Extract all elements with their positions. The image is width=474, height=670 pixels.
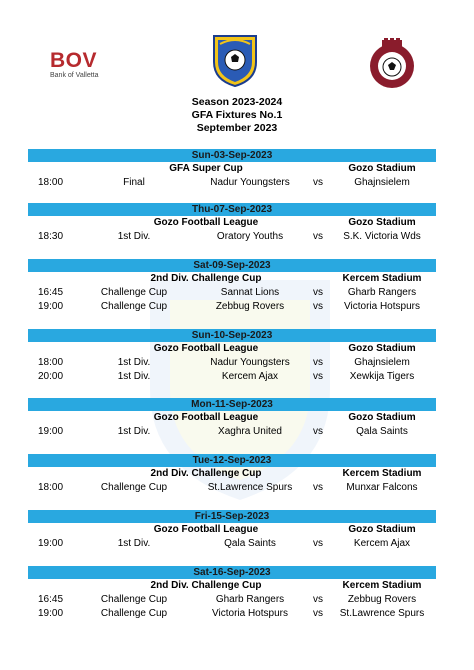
fixture-day-block: [28, 259, 436, 314]
match-round: 1st Div.: [117, 357, 151, 368]
date-bar: Mon-11-Sep-2023: [28, 398, 436, 411]
venue-name: Gozo Stadium: [348, 524, 416, 535]
date-bar: Fri-15-Sep-2023: [28, 510, 436, 523]
fixture-day-block: [28, 566, 436, 621]
home-team: St.Lawrence Spurs: [207, 482, 293, 493]
fixture-day-block: [28, 454, 436, 495]
home-team: Xaghra United: [218, 426, 282, 437]
match-round: Challenge Cup: [100, 301, 168, 312]
venue-name: Kercem Stadium: [342, 273, 422, 284]
match-row: [28, 481, 436, 495]
home-team: Kercem Ajax: [221, 371, 279, 382]
kickoff-time: 16:45: [38, 287, 64, 298]
competition-row: [28, 523, 436, 537]
match-round: 1st Div.: [117, 538, 151, 549]
kickoff-time: 19:00: [38, 608, 64, 619]
kickoff-time: 19:00: [38, 538, 64, 549]
match-row: [28, 300, 436, 314]
versus-label: vs: [313, 301, 323, 312]
fixture-day-block: [28, 203, 436, 244]
season-title: Season 2023-2024: [191, 96, 283, 108]
away-team: Qala Saints: [356, 426, 408, 437]
match-round: Challenge Cup: [100, 287, 168, 298]
versus-label: vs: [313, 371, 323, 382]
away-team: St.Lawrence Spurs: [339, 608, 425, 619]
match-round: 1st Div.: [117, 231, 151, 242]
competition-name: GFA Super Cup: [169, 163, 243, 174]
match-row: [28, 537, 436, 551]
away-team: Kercem Ajax: [353, 538, 411, 549]
versus-label: vs: [313, 177, 323, 188]
versus-label: vs: [313, 594, 323, 605]
away-team: Xewkija Tigers: [349, 371, 415, 382]
competition-row: [28, 342, 436, 356]
versus-label: vs: [313, 482, 323, 493]
versus-label: vs: [313, 426, 323, 437]
venue-name: Gozo Stadium: [348, 343, 416, 354]
date-bar: Sun-03-Sep-2023: [28, 149, 436, 162]
away-team: Victoria Hotspurs: [344, 301, 420, 312]
competition-name: Gozo Football League: [153, 412, 259, 423]
match-row: [28, 593, 436, 607]
home-team: Zebbug Rovers: [215, 301, 285, 312]
versus-label: vs: [313, 608, 323, 619]
competition-name: Gozo Football League: [153, 343, 259, 354]
date-bar: Sat-16-Sep-2023: [28, 566, 436, 579]
fixture-titles: [0, 96, 474, 135]
versus-label: vs: [313, 287, 323, 298]
fixtures-title: GFA Fixtures No.1: [191, 109, 283, 121]
gfa-crest-logo: [210, 32, 260, 88]
home-team: Nadur Youngsters: [210, 177, 290, 188]
venue-name: Kercem Stadium: [342, 580, 422, 591]
kickoff-time: 20:00: [38, 371, 64, 382]
away-team: Gharb Rangers: [347, 287, 417, 298]
match-round: Challenge Cup: [100, 608, 168, 619]
away-team: S.K. Victoria Wds: [343, 231, 421, 242]
fixture-day-block: [28, 149, 436, 190]
match-round: Final: [123, 177, 145, 188]
competition-name: 2nd Div. Challenge Cup: [150, 468, 262, 479]
competition-row: [28, 579, 436, 593]
away-team: Munxar Falcons: [346, 482, 418, 493]
home-team: Sannat Lions: [220, 287, 280, 298]
match-row: [28, 230, 436, 244]
match-round: Challenge Cup: [100, 594, 168, 605]
kickoff-time: 18:00: [38, 177, 64, 188]
sponsor-logos: [0, 30, 474, 90]
kickoff-time: 19:00: [38, 301, 64, 312]
kickoff-time: 18:00: [38, 482, 64, 493]
home-team: Oratory Youths: [216, 231, 284, 242]
venue-name: Kercem Stadium: [342, 468, 422, 479]
match-row: [28, 425, 436, 439]
match-round: 1st Div.: [117, 371, 151, 382]
gfl-crest-logo: [367, 36, 417, 92]
month-title: September 2023: [196, 122, 278, 134]
date-bar: Tue-12-Sep-2023: [28, 454, 436, 467]
competition-name: Gozo Football League: [153, 524, 259, 535]
kickoff-time: 18:30: [38, 231, 64, 242]
venue-name: Gozo Stadium: [348, 412, 416, 423]
kickoff-time: 16:45: [38, 594, 64, 605]
competition-name: 2nd Div. Challenge Cup: [150, 273, 262, 284]
match-round: 1st Div.: [117, 426, 151, 437]
competition-row: [28, 411, 436, 425]
venue-name: Gozo Stadium: [348, 217, 416, 228]
competition-row: [28, 467, 436, 481]
competition-name: Gozo Football League: [153, 217, 259, 228]
fixture-day-block: [28, 510, 436, 551]
match-row: [28, 607, 436, 621]
home-team: Nadur Youngsters: [210, 357, 290, 368]
versus-label: vs: [313, 538, 323, 549]
kickoff-time: 19:00: [38, 426, 64, 437]
away-team: Ghajnsielem: [354, 177, 410, 188]
kickoff-time: 18:00: [38, 357, 64, 368]
away-team: Zebbug Rovers: [347, 594, 417, 605]
competition-row: [28, 216, 436, 230]
date-bar: Sat-09-Sep-2023: [28, 259, 436, 272]
fixture-day-block: [28, 329, 436, 384]
versus-label: vs: [313, 231, 323, 242]
venue-name: Gozo Stadium: [348, 163, 416, 174]
versus-label: vs: [313, 357, 323, 368]
bov-logo-text: BOV: [50, 49, 98, 72]
away-team: Ghajnsielem: [354, 357, 410, 368]
home-team: Victoria Hotspurs: [212, 608, 288, 619]
match-row: [28, 286, 436, 300]
date-bar: Sun-10-Sep-2023: [28, 329, 436, 342]
competition-row: [28, 162, 436, 176]
competition-row: [28, 272, 436, 286]
fixture-day-block: [28, 398, 436, 439]
match-row: [28, 176, 436, 190]
home-team: Gharb Rangers: [215, 594, 285, 605]
home-team: Qala Saints: [224, 538, 276, 549]
bov-logo: [50, 50, 99, 79]
match-row: [28, 370, 436, 384]
date-bar: Thu-07-Sep-2023: [28, 203, 436, 216]
match-round: Challenge Cup: [100, 482, 168, 493]
bov-logo-subtext: Bank of Valletta: [50, 72, 99, 79]
match-row: [28, 356, 436, 370]
competition-name: 2nd Div. Challenge Cup: [150, 580, 262, 591]
